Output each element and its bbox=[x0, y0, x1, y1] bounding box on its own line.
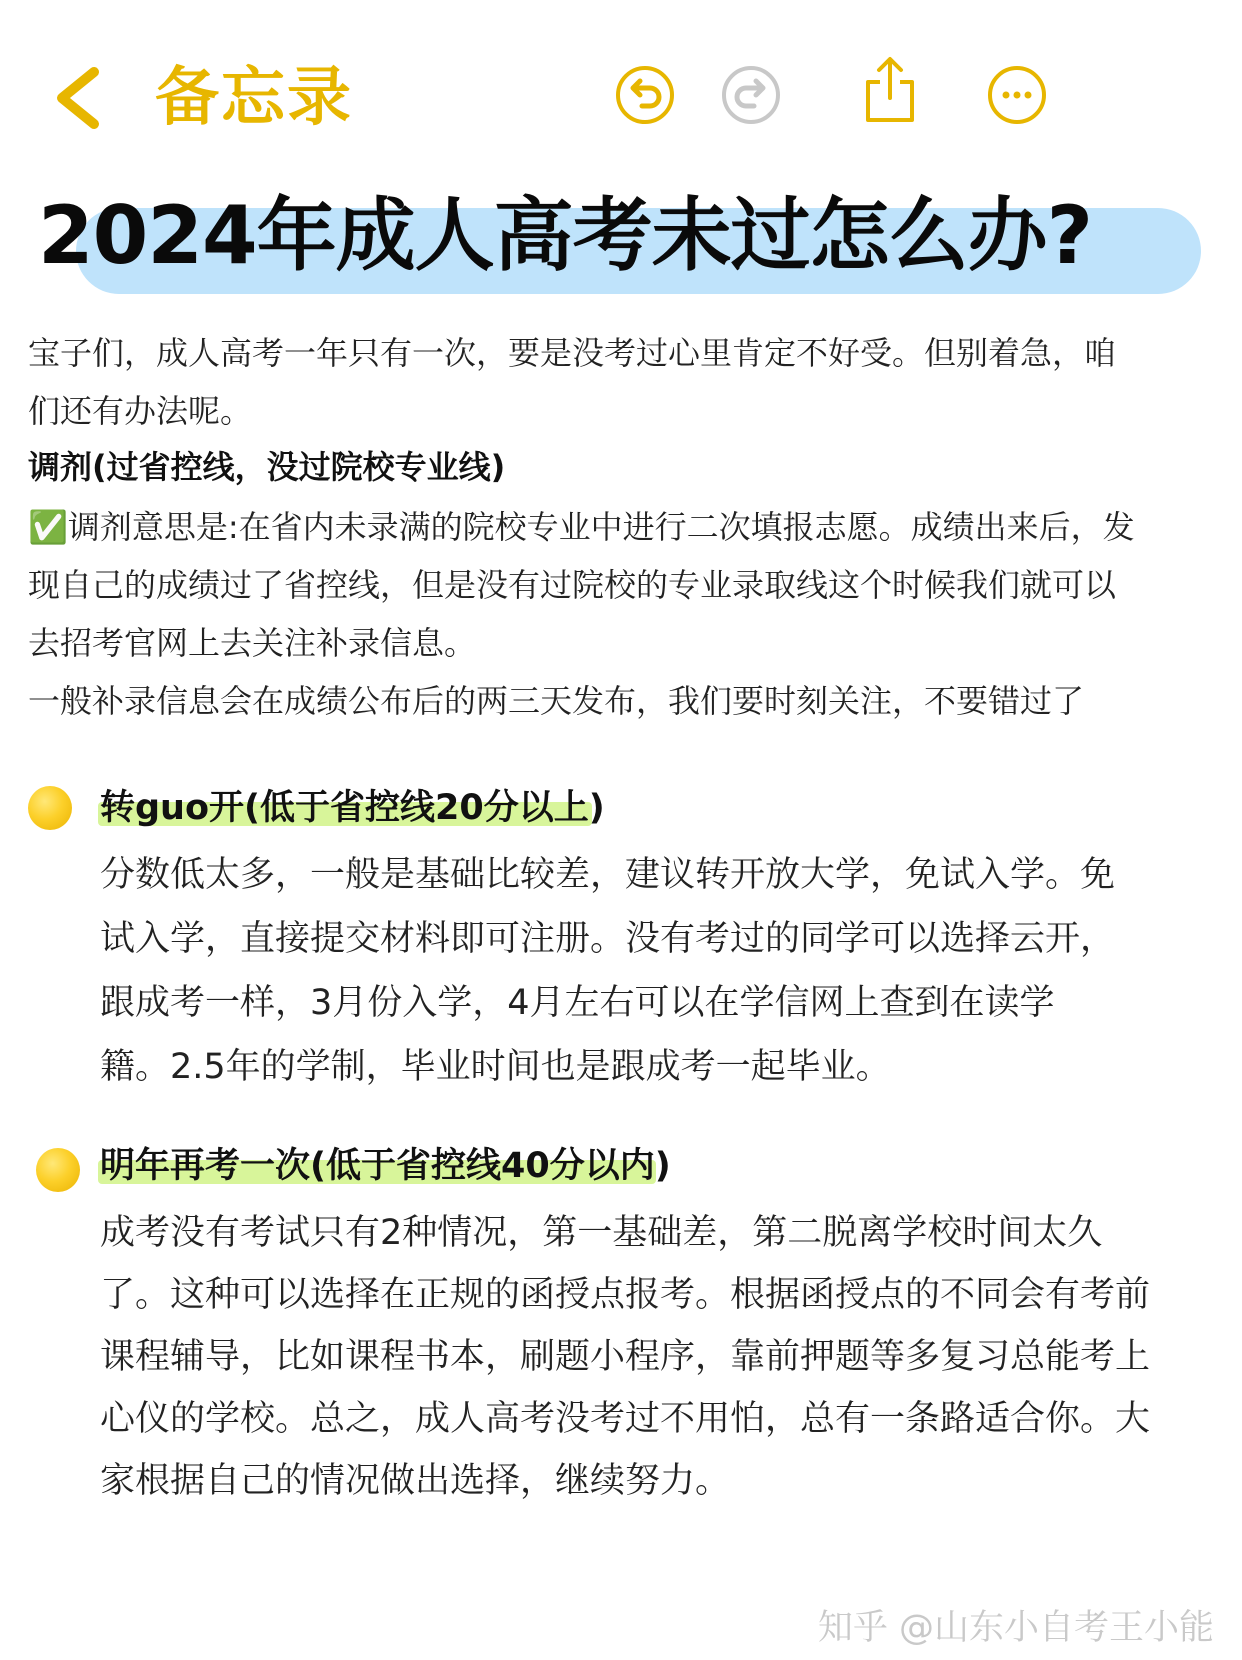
headline-block bbox=[28, 178, 1218, 298]
section2-heading-block bbox=[100, 1136, 671, 1196]
adjust-line-4: 一般补录信息会在成绩公布后的两三天发布，我们要时刻关注，不要错过了 bbox=[28, 682, 1085, 720]
section2-heading: 明年再考一次(低于省控线40分以内) bbox=[100, 1146, 671, 1186]
yellow-circle-icon bbox=[36, 1148, 80, 1192]
toolbar bbox=[0, 50, 1242, 150]
share-icon[interactable] bbox=[862, 54, 918, 124]
note-headline: 2024年成人高考未过怎么办? bbox=[38, 189, 1093, 282]
adjust-line-3: 去招考官网上去关注补录信息。 bbox=[28, 624, 477, 662]
section2-line-5: 家根据自己的情况做出选择，继续努力。 bbox=[100, 1461, 731, 1501]
section1-line-1: 分数低太多，一般是基础比较差，建议转开放大学，免试入学。免 bbox=[100, 855, 1116, 895]
app-title: 备忘录 bbox=[155, 61, 353, 135]
section1-heading-block bbox=[100, 778, 605, 838]
redo-icon[interactable] bbox=[720, 64, 782, 126]
adjust-heading: 调剂(过省控线，没过院校专业线) bbox=[28, 448, 506, 486]
section2-line-4: 心仪的学校。总之，成人高考没考过不用怕，总有一条路适合你。大 bbox=[100, 1399, 1151, 1439]
intro-line-1: 宝子们，成人高考一年只有一次，要是没考过心里肯定不好受。但别着急，咱 bbox=[28, 334, 1117, 372]
adjust-line-2: 现自己的成绩过了省控线，但是没有过院校的专业录取线这个时候我们就可以 bbox=[28, 566, 1117, 604]
yellow-circle-icon bbox=[28, 786, 72, 830]
intro-line-2: 们还有办法呢。 bbox=[28, 392, 253, 430]
section2-line-3: 课程辅导，比如课程书本，刷题小程序，靠前押题等多复习总能考上 bbox=[100, 1337, 1151, 1377]
watermark: 知乎 @山东小自考王小能 bbox=[817, 1608, 1214, 1648]
section1-line-4: 籍。2.5年的学制，毕业时间也是跟成考一起毕业。 bbox=[100, 1047, 891, 1087]
undo-icon[interactable] bbox=[614, 64, 676, 126]
section1-line-3: 跟成考一样，3月份入学，4月左右可以在学信网上查到在读学 bbox=[100, 983, 1055, 1023]
section2-line-2: 了。这种可以选择在正规的函授点报考。根据函授点的不同会有考前 bbox=[100, 1275, 1151, 1315]
section1-heading: 转guo开(低于省控线20分以上) bbox=[100, 788, 605, 828]
section2-line-1: 成考没有考试只有2种情况，第一基础差，第二脱离学校时间太久 bbox=[100, 1213, 1103, 1253]
adjust-line-1: ✅调剂意思是:在省内未录满的院校专业中进行二次填报志愿。成绩出来后，发 bbox=[28, 508, 1135, 546]
more-icon[interactable] bbox=[986, 64, 1048, 126]
section1-line-2: 试入学，直接提交材料即可注册。没有考过的同学可以选择云开， bbox=[100, 919, 1116, 959]
chevron-left-icon[interactable] bbox=[50, 62, 110, 134]
